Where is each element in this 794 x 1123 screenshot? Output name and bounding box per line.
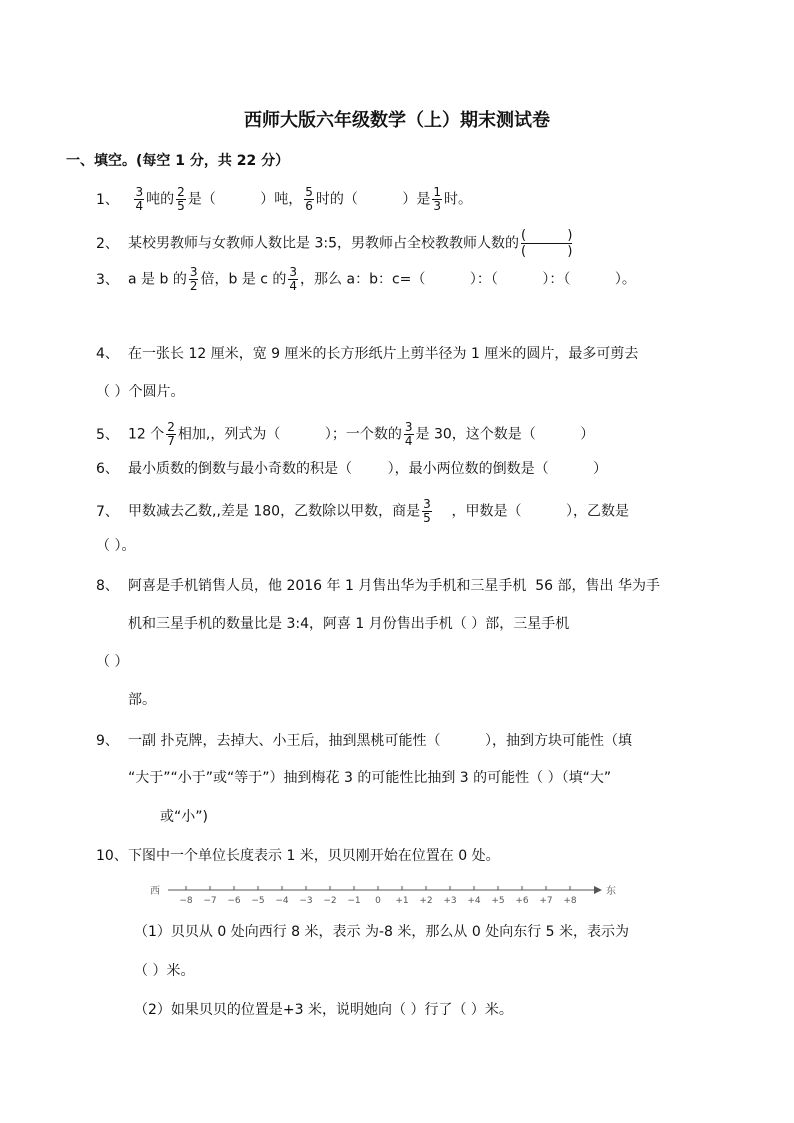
fraction: $\frac{2}{7}$: [167, 420, 175, 448]
number-line-tick-label: +6: [515, 896, 529, 906]
fraction: $\frac{3}{5}$: [423, 497, 431, 525]
number-line-tick-label: −5: [251, 896, 265, 906]
question-8: 8、 阿喜是手机销售人员，他 2016 年 1 月售出华为手机和三星手机 56 部，售出 华为手: [96, 578, 660, 594]
number-line-tick-label: +3: [443, 896, 457, 906]
number-line-arrow: [594, 886, 602, 894]
number-line-tick-label: −1: [347, 896, 361, 906]
question-number: 9、: [96, 733, 119, 749]
fraction: $\frac{3}{4}$: [289, 265, 298, 293]
question-6: 6、 最小质数的倒数与最小奇数的积是（ ），最小两位数的倒数是（ ）: [96, 461, 608, 477]
question-number: 2、: [96, 235, 119, 252]
number-line-tick-label: −3: [299, 896, 313, 906]
question-number: 1、: [96, 191, 119, 208]
number-line-tick-label: 0: [375, 896, 381, 906]
number-line-tick-label: +2: [419, 896, 433, 906]
number-line-tick-label: −7: [203, 896, 217, 906]
number-line-tick-label: +4: [467, 896, 481, 906]
number-line-tick-label: +7: [539, 896, 553, 906]
number-line-tick-label: +8: [563, 896, 577, 906]
question-8-line-2: 机和三星手机的数量比是 3:4，阿喜 1 月份售出手机（ ）部，三星手机: [128, 616, 570, 632]
question-number: 7、: [96, 503, 119, 520]
question-8-line-4: 部。: [128, 692, 156, 708]
question-10-part-2: （2）如果贝贝的位置是+3 米，说明她向（ ）行了（ ）米。: [134, 1002, 513, 1018]
question-number: 4、: [96, 346, 119, 362]
question-9-line-2: “大于”“小于”或“等于”）抽到梅花 3 的可能性比抽到 3 的可能性（ ）（填“大”: [128, 770, 612, 786]
question-4-line-2: （ ）个圆片。: [96, 384, 185, 400]
number-line-tick-label: +1: [395, 896, 409, 906]
question-8-line-3: （ ）: [96, 654, 129, 670]
question-number: 6、: [96, 461, 119, 477]
question-number: 3、: [96, 271, 119, 288]
number-line-east-label: 东: [606, 886, 616, 897]
fraction: $\frac{3}{2}$: [189, 265, 198, 293]
question-9-line-3: 或“小”): [160, 809, 208, 825]
fraction: $\frac{5}{6}$: [305, 185, 313, 213]
number-line-tick-label: −6: [227, 896, 241, 906]
question-3: 3、 a 是 b 的 $\frac{3}{2}$ 倍，b 是 c 的 $\frac{3}{4}$ ，那么 a：b：c=（ ）：（ ）：（ ）。: [96, 265, 636, 293]
question-5: 5、 12 个 $\frac{2}{7}$ 相加,，列式为（ ）；一个数的 $\frac{3}{4}$ 是 30，这个数是（ ）: [96, 420, 595, 448]
question-2: 2、 某校男教师与女教师人数比是 3:5，男教师占全校教教师人数的 ( ) ( ): [96, 228, 573, 259]
question-7: 7、 甲数减去乙数,,差是 180，乙数除以甲数，商是 $\frac{3}{5}$ ，甲数是（ ），乙数是: [96, 497, 630, 525]
number-line-tick-label: −8: [179, 896, 193, 906]
fraction: $\frac{3}{4}$: [135, 185, 144, 213]
fraction: $\frac{2}{5}$: [177, 185, 185, 213]
blank-fraction[interactable]: ( ) ( ): [520, 228, 573, 259]
question-10: 10、下图中一个单位长度表示 1 米，贝贝刚开始在位置在 0 处。: [96, 848, 500, 864]
number-line-tick-label: −2: [323, 896, 337, 906]
fraction: $\frac{3}{4}$: [404, 420, 413, 448]
page-title: 西师大版六年级数学（上）期末测试卷: [244, 110, 550, 131]
number-line-tick-label: +5: [491, 896, 505, 906]
question-number: 8、: [96, 578, 119, 594]
question-4: 4、 在一张长 12 厘米，宽 9 厘米的长方形纸片上剪半径为 1 厘米的圆片，最多可剪去: [96, 346, 639, 362]
question-number: 10、: [96, 848, 128, 864]
question-10-part-1: （1）贝贝从 0 处向西行 8 米，表示 为-8 米，那么从 0 处向东行 5 米，表示为: [134, 924, 629, 940]
fraction: $\frac{1}{3}$: [433, 185, 442, 213]
question-10-part-1-answer: （ ）米。: [134, 963, 195, 979]
question-1: 1、 $\frac{3}{4}$ 吨的 $\frac{2}{5}$ 是（ ）吨， $\frac{5}{6}$ 时的（ ）是 $\frac{1}{3}$ 时。: [96, 185, 473, 213]
question-number: 5、: [96, 426, 119, 443]
section-heading: 一、填空。(每空 1 分，共 22 分）: [66, 153, 290, 169]
question-9: 9、 一副 扑克牌，去掉大、小王后，抽到黑桃可能性（ ），抽到方块可能性（填: [96, 733, 632, 749]
number-line: [148, 882, 618, 908]
number-line-tick-label: −4: [275, 896, 289, 906]
question-7-line-2: （ ）。: [96, 538, 136, 554]
number-line-west-label: 西: [150, 886, 160, 897]
